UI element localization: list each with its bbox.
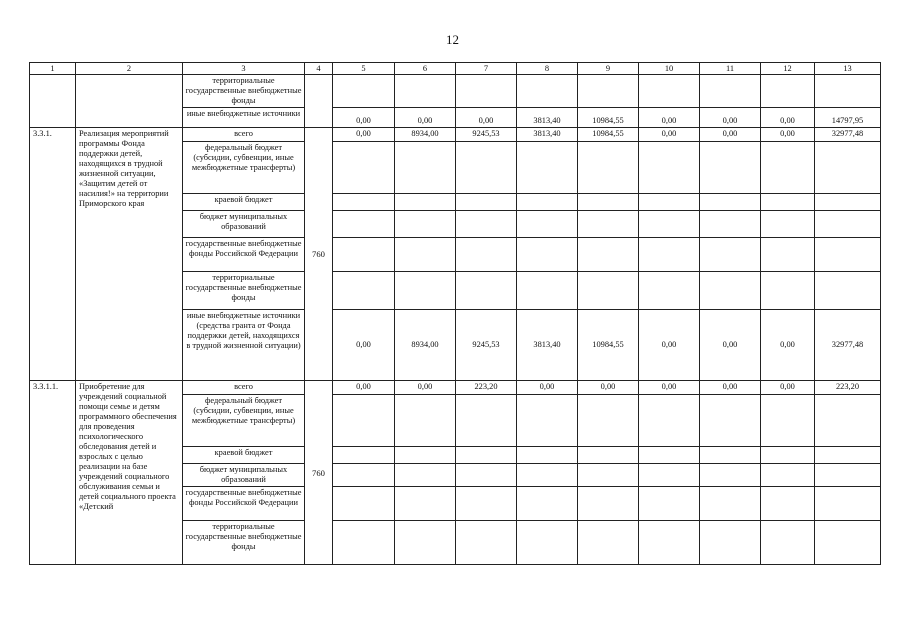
measure-name: Реализация мероприятий программы Фонда поддержки детей, находящихся в трудной жизненной ситуации, «Защитим детей от насилия!» на территории Приморского края xyxy=(76,128,183,381)
funding-source-cell: федеральный бюджет (субсидии, субвенции, иные межбюджетные трансферты) xyxy=(183,395,305,447)
value-cell xyxy=(456,272,517,310)
value-cell xyxy=(395,395,456,447)
value-cell: 10984,55 xyxy=(578,310,639,381)
value-cell xyxy=(578,447,639,464)
column-header: 5 xyxy=(333,63,395,75)
column-header: 3 xyxy=(183,63,305,75)
value-cell xyxy=(815,142,881,194)
page-number: 12 xyxy=(446,32,459,47)
value-cell xyxy=(456,142,517,194)
column-header: 4 xyxy=(305,63,333,75)
value-cell xyxy=(456,238,517,272)
budget-table xyxy=(29,62,881,565)
value-cell xyxy=(333,194,395,211)
funding-source-cell: государственные внебюджетные фонды Российской Федерации xyxy=(183,238,305,272)
value-cell xyxy=(333,464,395,487)
value-cell xyxy=(456,395,517,447)
column-header: 13 xyxy=(815,63,881,75)
value-cell: 3813,40 xyxy=(517,108,578,128)
value-cell: 9245,53 xyxy=(456,128,517,142)
funding-source-cell: государственные внебюджетные фонды Российской Федерации xyxy=(183,487,305,521)
value-cell xyxy=(517,395,578,447)
value-cell xyxy=(700,487,761,521)
value-cell: 0,00 xyxy=(333,310,395,381)
value-cell: 10984,55 xyxy=(578,108,639,128)
value-cell: 0,00 xyxy=(517,381,578,395)
funding-source-cell: краевой бюджет xyxy=(183,447,305,464)
value-cell xyxy=(395,238,456,272)
column-header: 7 xyxy=(456,63,517,75)
value-cell xyxy=(578,464,639,487)
value-cell xyxy=(395,447,456,464)
funding-source-cell: иные внебюджетные источники xyxy=(183,108,305,128)
value-cell xyxy=(517,75,578,108)
value-cell: 0,00 xyxy=(700,128,761,142)
value-cell xyxy=(639,238,700,272)
value-cell xyxy=(333,75,395,108)
value-cell xyxy=(517,272,578,310)
value-cell xyxy=(456,211,517,238)
value-cell xyxy=(639,142,700,194)
value-cell xyxy=(639,464,700,487)
value-cell: 32977,48 xyxy=(815,310,881,381)
value-cell: 0,00 xyxy=(700,108,761,128)
value-cell xyxy=(815,464,881,487)
funding-source-cell: иные внебюджетные источники (средства гранта от Фонда поддержки детей, находящихся в трудной жизненной ситуации) xyxy=(183,310,305,381)
value-cell xyxy=(578,238,639,272)
table-row xyxy=(30,75,881,108)
funding-source-cell: федеральный бюджет (субсидии, субвенции, иные межбюджетные трансферты) xyxy=(183,142,305,194)
value-cell xyxy=(517,447,578,464)
funding-source-cell: бюджет муниципальных образований xyxy=(183,464,305,487)
value-cell xyxy=(456,487,517,521)
table-row xyxy=(30,381,881,395)
value-cell xyxy=(333,447,395,464)
value-cell xyxy=(761,521,815,565)
value-cell xyxy=(517,238,578,272)
value-cell xyxy=(815,194,881,211)
value-cell xyxy=(333,487,395,521)
value-cell xyxy=(700,521,761,565)
value-cell: 0,00 xyxy=(761,128,815,142)
value-cell xyxy=(700,75,761,108)
header-row xyxy=(30,63,881,75)
value-cell xyxy=(815,521,881,565)
value-cell xyxy=(700,194,761,211)
value-cell xyxy=(815,75,881,108)
value-cell xyxy=(761,487,815,521)
value-cell xyxy=(395,211,456,238)
value-cell xyxy=(517,142,578,194)
column-header: 10 xyxy=(639,63,700,75)
value-cell xyxy=(815,211,881,238)
value-cell xyxy=(333,395,395,447)
value-cell xyxy=(761,194,815,211)
column-header: 12 xyxy=(761,63,815,75)
row-code: 3.3.1. xyxy=(30,128,76,381)
value-cell: 0,00 xyxy=(700,310,761,381)
value-cell xyxy=(700,211,761,238)
value-cell xyxy=(700,238,761,272)
funding-source-cell: территориальные государственные внебюджетные фонды xyxy=(183,75,305,108)
value-cell xyxy=(761,464,815,487)
value-cell xyxy=(578,272,639,310)
value-cell xyxy=(333,238,395,272)
funding-source-cell: территориальные государственные внебюджетные фонды xyxy=(183,272,305,310)
value-cell: 10984,55 xyxy=(578,128,639,142)
value-cell xyxy=(815,238,881,272)
value-cell xyxy=(395,272,456,310)
funding-source-cell: бюджет муниципальных образований xyxy=(183,211,305,238)
code-cell xyxy=(30,75,76,128)
value-cell xyxy=(639,487,700,521)
value-cell: 0,00 xyxy=(456,108,517,128)
value-cell: 0,00 xyxy=(700,381,761,395)
value-cell: 223,20 xyxy=(456,381,517,395)
value-cell xyxy=(333,142,395,194)
value-cell: 3813,40 xyxy=(517,128,578,142)
value-cell: 0,00 xyxy=(333,128,395,142)
column-header: 11 xyxy=(700,63,761,75)
funding-source-cell: краевой бюджет xyxy=(183,194,305,211)
value-cell: 8934,00 xyxy=(395,310,456,381)
funding-source-cell: территориальные государственные внебюджетные фонды xyxy=(183,521,305,565)
value-cell: 32977,48 xyxy=(815,128,881,142)
value-cell: 0,00 xyxy=(639,108,700,128)
value-cell: 0,00 xyxy=(761,381,815,395)
value-cell xyxy=(761,272,815,310)
value-cell xyxy=(639,194,700,211)
measure-name: Приобретение для учреждений социальной помощи семье и детям программного обеспечения для проведения психологического обследования детей и взрослых с целью реализации на базе учреждений социального обслуживания семьи и детей социального проекта «Детский xyxy=(76,381,183,565)
value-cell xyxy=(517,194,578,211)
value-cell: 3813,40 xyxy=(517,310,578,381)
value-cell xyxy=(395,464,456,487)
value-cell: 14797,95 xyxy=(815,108,881,128)
value-cell: 0,00 xyxy=(333,381,395,395)
value-cell xyxy=(639,395,700,447)
value-cell xyxy=(456,447,517,464)
value-cell xyxy=(761,142,815,194)
value-cell xyxy=(815,447,881,464)
value-cell xyxy=(578,521,639,565)
value-cell xyxy=(761,75,815,108)
column-header: 2 xyxy=(76,63,183,75)
value-cell: 0,00 xyxy=(761,310,815,381)
value-cell xyxy=(761,211,815,238)
value-cell xyxy=(815,272,881,310)
kbk-code: 760 xyxy=(305,381,333,565)
value-cell xyxy=(578,211,639,238)
value-cell xyxy=(700,464,761,487)
value-cell xyxy=(517,211,578,238)
value-cell: 0,00 xyxy=(395,108,456,128)
value-cell: 223,20 xyxy=(815,381,881,395)
value-cell xyxy=(700,447,761,464)
value-cell xyxy=(333,272,395,310)
value-cell xyxy=(456,75,517,108)
value-cell xyxy=(395,142,456,194)
value-cell: 0,00 xyxy=(639,310,700,381)
value-cell xyxy=(517,464,578,487)
value-cell xyxy=(815,395,881,447)
value-cell xyxy=(395,521,456,565)
name-cell xyxy=(76,75,183,128)
value-cell xyxy=(761,395,815,447)
value-cell xyxy=(639,272,700,310)
value-cell xyxy=(333,521,395,565)
value-cell xyxy=(815,487,881,521)
value-cell xyxy=(761,447,815,464)
column-header: 6 xyxy=(395,63,456,75)
value-cell xyxy=(578,75,639,108)
value-cell xyxy=(639,211,700,238)
column-header: 1 xyxy=(30,63,76,75)
value-cell xyxy=(578,194,639,211)
value-cell xyxy=(639,521,700,565)
value-cell xyxy=(456,194,517,211)
value-cell: 0,00 xyxy=(761,108,815,128)
value-cell xyxy=(517,487,578,521)
kbk-cell xyxy=(305,75,333,128)
value-cell xyxy=(395,75,456,108)
value-cell xyxy=(700,395,761,447)
value-cell xyxy=(639,75,700,108)
value-cell xyxy=(578,142,639,194)
value-cell xyxy=(456,521,517,565)
value-cell: 0,00 xyxy=(395,381,456,395)
value-cell xyxy=(333,211,395,238)
funding-source-cell: всего xyxy=(183,128,305,142)
table-row xyxy=(30,128,881,142)
row-code: 3.3.1.1. xyxy=(30,381,76,565)
value-cell xyxy=(761,238,815,272)
column-header: 9 xyxy=(578,63,639,75)
value-cell: 0,00 xyxy=(333,108,395,128)
value-cell: 0,00 xyxy=(639,128,700,142)
value-cell xyxy=(578,487,639,521)
value-cell: 0,00 xyxy=(639,381,700,395)
value-cell xyxy=(578,395,639,447)
value-cell xyxy=(456,464,517,487)
value-cell xyxy=(700,142,761,194)
value-cell xyxy=(395,487,456,521)
value-cell: 8934,00 xyxy=(395,128,456,142)
value-cell xyxy=(639,447,700,464)
value-cell: 0,00 xyxy=(578,381,639,395)
column-header: 8 xyxy=(517,63,578,75)
funding-source-cell: всего xyxy=(183,381,305,395)
value-cell xyxy=(700,272,761,310)
value-cell: 9245,53 xyxy=(456,310,517,381)
kbk-code: 760 xyxy=(305,128,333,381)
value-cell xyxy=(517,521,578,565)
value-cell xyxy=(395,194,456,211)
